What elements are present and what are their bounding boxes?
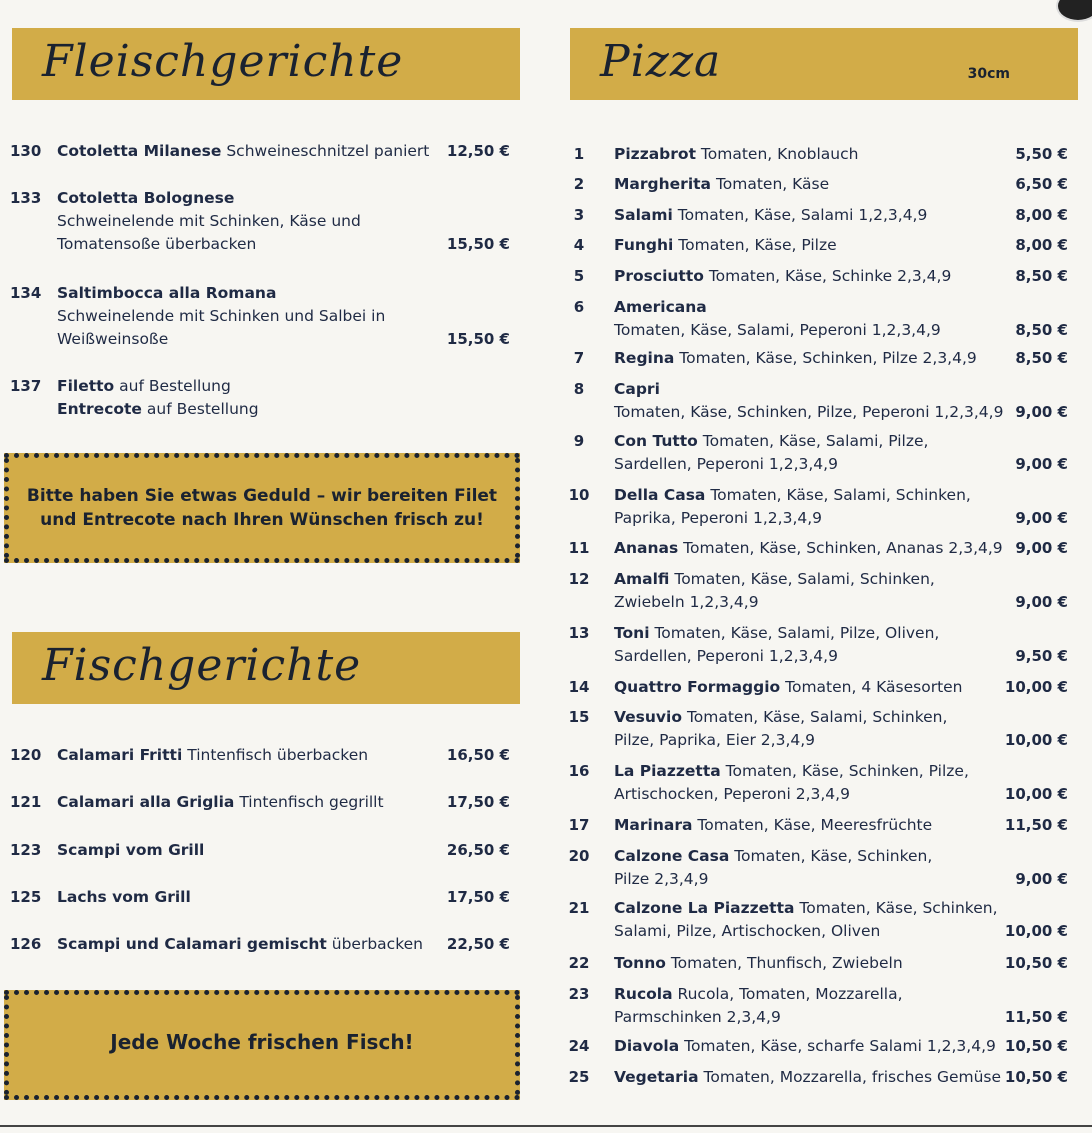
pizza-item-price: 9,00 € bbox=[1015, 455, 1068, 473]
fisch-notice-text: Jede Woche frischen Fisch! bbox=[110, 1030, 414, 1054]
pizza-item bbox=[614, 234, 1014, 257]
fisch-item-desc: Tintenfisch gegrillt bbox=[239, 793, 384, 811]
pizza-item bbox=[614, 814, 1014, 837]
fleisch-item-name: Saltimbocca alla Romana bbox=[57, 284, 277, 302]
pizza-item bbox=[614, 706, 1014, 752]
pizza-item-name: Pizzabrot bbox=[614, 145, 696, 163]
pizza-title: Pizza bbox=[600, 36, 722, 87]
fisch-item-name: Lachs vom Grill bbox=[57, 888, 191, 906]
fisch-item-name: Calamari Fritti bbox=[57, 746, 183, 764]
pizza-item-desc2: Paprika, Peperoni 1,2,3,4,9 bbox=[614, 509, 823, 527]
pizza-item-number: 12 bbox=[568, 570, 590, 588]
fleisch-item-desc2: Schweinelende mit Schinken, Käse und Tomatensoße überbacken bbox=[57, 212, 361, 253]
pizza-item-price: 9,00 € bbox=[1015, 870, 1068, 888]
pizza-item-price: 11,50 € bbox=[1004, 1008, 1068, 1026]
pizza-item-desc: Tomaten, Mozzarella, frisches Gemüse bbox=[703, 1068, 1002, 1086]
pizza-item-number: 25 bbox=[568, 1068, 590, 1086]
fleisch-item-price: 15,50 € bbox=[446, 235, 510, 253]
pizza-item-desc: Tomaten, Käse, Salami, Pilze, Oliven, bbox=[654, 624, 940, 642]
fisch-item bbox=[57, 744, 447, 767]
pizza-item-desc: Tomaten, Käse, Salami, Schinken, bbox=[674, 570, 935, 588]
pizza-item-name: Calzone La Piazzetta bbox=[614, 899, 795, 917]
fleisch-notice bbox=[4, 453, 520, 563]
pizza-item bbox=[614, 430, 1014, 476]
pizza-item-name: Ananas bbox=[614, 539, 679, 557]
fisch-item-name: Scampi und Calamari gemischt bbox=[57, 935, 327, 953]
fisch-item-desc: Tintenfisch überbacken bbox=[187, 746, 369, 764]
pizza-item-desc2: Sardellen, Peperoni 1,2,3,4,9 bbox=[614, 455, 838, 473]
fisch-item-price: 16,50 € bbox=[446, 746, 510, 764]
pizza-item-price: 11,50 € bbox=[1004, 816, 1068, 834]
pizza-item-desc2: Pilze, Paprika, Eier 2,3,4,9 bbox=[614, 731, 816, 749]
pizza-item-desc: Tomaten, Thunfisch, Zwiebeln bbox=[670, 954, 903, 972]
fleisch-notice-line1: Bitte haben Sie etwas Geduld – wir bereiten Filet bbox=[26, 486, 498, 506]
fleisch-item-name: Filetto bbox=[57, 377, 115, 395]
fleisch-item bbox=[57, 187, 447, 256]
fisch-item-name: Calamari alla Griglia bbox=[57, 793, 235, 811]
bottom-divider bbox=[0, 1125, 1092, 1127]
pizza-item-number: 5 bbox=[573, 267, 585, 285]
pizza-item-desc2: Sardellen, Peperoni 1,2,3,4,9 bbox=[614, 647, 838, 665]
fisch-banner bbox=[12, 632, 520, 704]
fleisch-item-desc2: Schweinelende mit Schinken und Salbei in Weißweinsoße bbox=[57, 307, 386, 348]
pizza-item-desc: Tomaten, Käse, Pilze bbox=[678, 236, 837, 254]
corner-mark-icon bbox=[1056, 0, 1092, 22]
fleisch-item bbox=[57, 375, 447, 398]
pizza-item-price: 8,50 € bbox=[1015, 321, 1068, 339]
fleisch-item bbox=[57, 282, 447, 351]
fisch-item bbox=[57, 886, 447, 909]
pizza-item bbox=[614, 347, 1014, 370]
pizza-item-desc: Tomaten, Käse, scharfe Salami 1,2,3,4,9 bbox=[684, 1037, 996, 1055]
pizza-item-name: Toni bbox=[614, 624, 650, 642]
pizza-item-name: Salami bbox=[614, 206, 673, 224]
pizza-item-price: 8,50 € bbox=[1015, 349, 1068, 367]
pizza-item bbox=[614, 173, 1014, 196]
pizza-item-name: Amalfi bbox=[614, 570, 670, 588]
pizza-item-desc: Tomaten, Käse, Meeresfrüchte bbox=[697, 816, 933, 834]
pizza-item-name: Americana bbox=[614, 298, 707, 316]
pizza-item bbox=[614, 845, 1014, 891]
fleisch-item-price: 15,50 € bbox=[446, 330, 510, 348]
pizza-item-price: 6,50 € bbox=[1015, 175, 1068, 193]
pizza-item-desc: Tomaten, Käse, Schinken, Ananas 2,3,4,9 bbox=[683, 539, 1003, 557]
pizza-item-name: Capri bbox=[614, 380, 660, 398]
pizza-item-number: 24 bbox=[568, 1037, 590, 1055]
pizza-item-price: 5,50 € bbox=[1015, 145, 1068, 163]
pizza-item-desc: Tomaten, Käse, Salami 1,2,3,4,9 bbox=[677, 206, 928, 224]
pizza-item bbox=[614, 204, 1014, 227]
pizza-item-number: 23 bbox=[568, 985, 590, 1003]
pizza-item-number: 17 bbox=[568, 816, 590, 834]
pizza-item-number: 21 bbox=[568, 899, 590, 917]
pizza-item-number: 4 bbox=[573, 236, 585, 254]
pizza-item-desc2: Zwiebeln 1,2,3,4,9 bbox=[614, 593, 759, 611]
pizza-item-name: Rucola bbox=[614, 985, 673, 1003]
pizza-item-desc: Tomaten, Käse, Salami, Schinken, bbox=[686, 708, 948, 726]
pizza-item bbox=[614, 676, 1014, 699]
pizza-item-number: 20 bbox=[568, 847, 590, 865]
pizza-item-name: Vegetaria bbox=[614, 1068, 699, 1086]
pizza-item-price: 9,50 € bbox=[1015, 647, 1068, 665]
fleisch-title: Fleischgerichte bbox=[42, 36, 404, 87]
pizza-item-price: 10,00 € bbox=[1004, 731, 1068, 749]
pizza-item-number: 10 bbox=[568, 486, 590, 504]
pizza-item-name: Funghi bbox=[614, 236, 674, 254]
pizza-item-price: 10,00 € bbox=[1004, 922, 1068, 940]
fisch-item-number: 125 bbox=[10, 888, 42, 906]
pizza-item bbox=[614, 760, 1014, 806]
pizza-item bbox=[614, 265, 1014, 288]
pizza-item-number: 2 bbox=[573, 175, 585, 193]
pizza-item-name: Diavola bbox=[614, 1037, 680, 1055]
pizza-item-number: 6 bbox=[573, 298, 585, 316]
pizza-item-price: 10,50 € bbox=[1004, 1068, 1068, 1086]
pizza-item-number: 15 bbox=[568, 708, 590, 726]
pizza-item-desc2: Parmschinken 2,3,4,9 bbox=[614, 1008, 781, 1026]
pizza-item-number: 22 bbox=[568, 954, 590, 972]
fisch-item-number: 120 bbox=[10, 746, 42, 764]
pizza-item bbox=[614, 296, 1014, 342]
pizza-item bbox=[614, 983, 1014, 1029]
pizza-item-price: 10,50 € bbox=[1004, 954, 1068, 972]
pizza-item bbox=[614, 897, 1014, 943]
pizza-item bbox=[614, 952, 1014, 975]
fleisch-item-number: 134 bbox=[10, 284, 42, 302]
fisch-item-number: 123 bbox=[10, 841, 42, 859]
fleisch-item-number: 130 bbox=[10, 142, 42, 160]
fleisch-item-desc: auf Bestellung bbox=[146, 400, 259, 418]
pizza-item-name: La Piazzetta bbox=[614, 762, 721, 780]
pizza-item-desc: Tomaten, Käse, Schinke 2,3,4,9 bbox=[708, 267, 952, 285]
pizza-item-desc: Tomaten, Knoblauch bbox=[700, 145, 859, 163]
pizza-item bbox=[614, 484, 1014, 530]
fleisch-item-desc: Schweineschnitzel paniert bbox=[226, 142, 430, 160]
pizza-item-name: Tonno bbox=[614, 954, 666, 972]
fisch-item-number: 121 bbox=[10, 793, 42, 811]
pizza-item-desc2: Tomaten, Käse, Schinken, Pilze, Peperoni 1,2,3,4,9 bbox=[614, 403, 1004, 421]
fisch-item-desc: überbacken bbox=[331, 935, 423, 953]
pizza-item-name: Della Casa bbox=[614, 486, 706, 504]
pizza-item-price: 8,00 € bbox=[1015, 206, 1068, 224]
pizza-item bbox=[614, 378, 1014, 424]
pizza-item-desc2: Salami, Pilze, Artischocken, Oliven bbox=[614, 922, 881, 940]
fisch-item-price: 17,50 € bbox=[446, 888, 510, 906]
pizza-item-price: 10,00 € bbox=[1004, 785, 1068, 803]
pizza-item-number: 16 bbox=[568, 762, 590, 780]
pizza-item-name: Quattro Formaggio bbox=[614, 678, 781, 696]
fisch-item bbox=[57, 791, 447, 814]
pizza-item-desc2: Tomaten, Käse, Salami, Peperoni 1,2,3,4,9 bbox=[614, 321, 941, 339]
fleisch-notice-line2: und Entrecote nach Ihren Wünschen frisch zu! bbox=[40, 510, 484, 530]
pizza-banner bbox=[570, 28, 1078, 100]
pizza-item-number: 1 bbox=[573, 145, 585, 163]
pizza-item bbox=[614, 143, 1014, 166]
pizza-item-desc: Tomaten, 4 Käsesorten bbox=[785, 678, 963, 696]
pizza-item-desc: Tomaten, Käse, Schinken, bbox=[734, 847, 933, 865]
pizza-item-price: 10,50 € bbox=[1004, 1037, 1068, 1055]
pizza-item-price: 9,00 € bbox=[1015, 593, 1068, 611]
pizza-item-desc2: Pilze 2,3,4,9 bbox=[614, 870, 709, 888]
pizza-item-price: 9,00 € bbox=[1015, 539, 1068, 557]
fleisch-item bbox=[57, 398, 447, 421]
pizza-item-number: 3 bbox=[573, 206, 585, 224]
pizza-item-number: 8 bbox=[573, 380, 585, 398]
pizza-item-number: 11 bbox=[568, 539, 590, 557]
fisch-item-price: 17,50 € bbox=[446, 793, 510, 811]
fleisch-item-desc: auf Bestellung bbox=[119, 377, 231, 395]
pizza-item-number: 13 bbox=[568, 624, 590, 642]
pizza-item-desc: Tomaten, Käse, Salami, Schinken, bbox=[710, 486, 971, 504]
fisch-notice bbox=[4, 990, 520, 1100]
fleisch-item bbox=[57, 140, 447, 163]
pizza-item bbox=[614, 622, 1014, 668]
pizza-item-price: 9,00 € bbox=[1015, 403, 1068, 421]
pizza-item-desc: Tomaten, Käse, Schinken, Pilze, bbox=[725, 762, 969, 780]
pizza-item-name: Margherita bbox=[614, 175, 711, 193]
pizza-item bbox=[614, 1066, 1014, 1089]
pizza-item-number: 14 bbox=[568, 678, 590, 696]
fisch-item-price: 26,50 € bbox=[446, 841, 510, 859]
pizza-item-name: Marinara bbox=[614, 816, 693, 834]
pizza-item-price: 10,00 € bbox=[1004, 678, 1068, 696]
pizza-item-desc: Rucola, Tomaten, Mozzarella, bbox=[677, 985, 903, 1003]
fisch-item-number: 126 bbox=[10, 935, 42, 953]
fisch-item-name: Scampi vom Grill bbox=[57, 841, 205, 859]
pizza-item-price: 9,00 € bbox=[1015, 509, 1068, 527]
fleisch-item-number: 137 bbox=[10, 377, 42, 395]
pizza-item-price: 8,50 € bbox=[1015, 267, 1068, 285]
fleisch-item-name: Cotoletta Bolognese bbox=[57, 189, 235, 207]
pizza-item-desc2: Artischocken, Peperoni 2,3,4,9 bbox=[614, 785, 850, 803]
pizza-item-number: 7 bbox=[573, 349, 585, 367]
fleisch-item-price: 12,50 € bbox=[446, 142, 510, 160]
pizza-item bbox=[614, 1035, 1014, 1058]
pizza-item bbox=[614, 537, 1014, 560]
pizza-item-name: Vesuvio bbox=[614, 708, 682, 726]
pizza-item-desc: Tomaten, Käse bbox=[715, 175, 830, 193]
fisch-item bbox=[57, 839, 447, 862]
pizza-item-desc: Tomaten, Käse, Schinken, Pilze 2,3,4,9 bbox=[679, 349, 977, 367]
fleisch-banner bbox=[12, 28, 520, 100]
pizza-item-name: Calzone Casa bbox=[614, 847, 730, 865]
fleisch-item-name: Cotoletta Milanese bbox=[57, 142, 222, 160]
pizza-item-name: Regina bbox=[614, 349, 675, 367]
fisch-item bbox=[57, 933, 447, 956]
pizza-item-name: Con Tutto bbox=[614, 432, 698, 450]
fleisch-item-number: 133 bbox=[10, 189, 42, 207]
pizza-item-price: 8,00 € bbox=[1015, 236, 1068, 254]
pizza-item-desc: Tomaten, Käse, Schinken, bbox=[799, 899, 998, 917]
fisch-title: Fischgerichte bbox=[42, 640, 362, 691]
pizza-item-desc: Tomaten, Käse, Salami, Pilze, bbox=[702, 432, 929, 450]
pizza-item-name: Prosciutto bbox=[614, 267, 704, 285]
pizza-size-label: 30cm bbox=[967, 66, 1010, 82]
pizza-item-number: 9 bbox=[573, 432, 585, 450]
pizza-item bbox=[614, 568, 1014, 614]
fleisch-item-name: Entrecote bbox=[57, 400, 142, 418]
fisch-item-price: 22,50 € bbox=[446, 935, 510, 953]
